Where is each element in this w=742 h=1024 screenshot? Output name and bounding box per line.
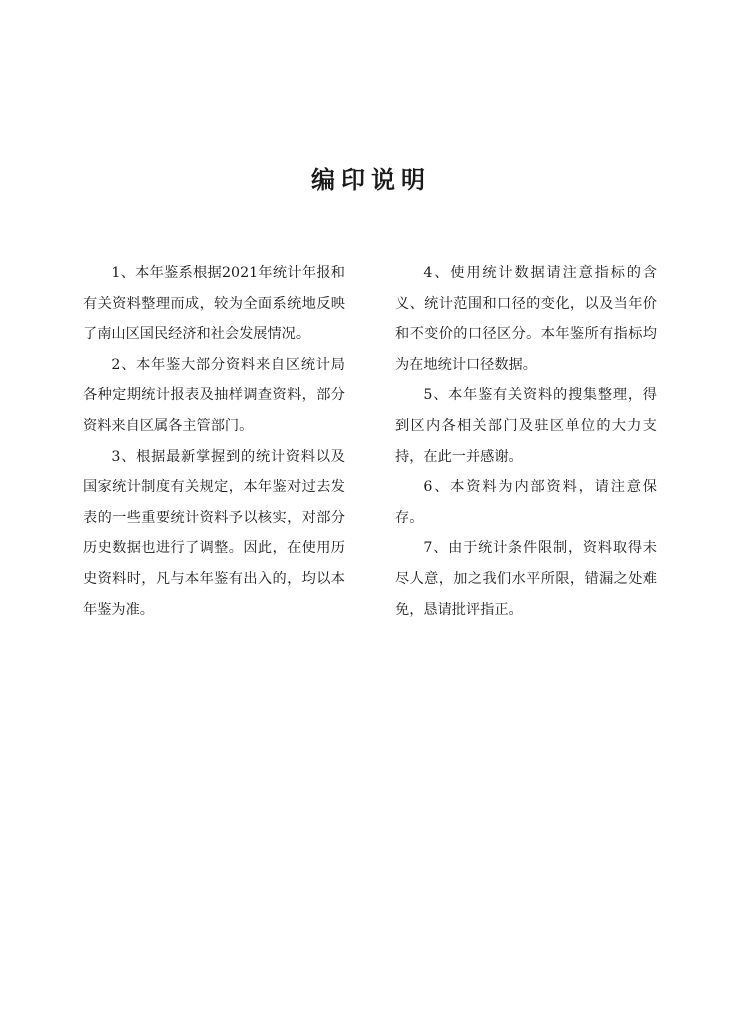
note-paragraph-6: 6、本资料为内部资料，请注意保存。 xyxy=(395,479,657,526)
note-paragraph-7: 7、由于统计条件限制，资料取得未尽人意，加之我们水平所限，错漏之处难免，恳请批评指正。 xyxy=(395,540,657,618)
note-paragraph-3: 3、根据最新掌握到的统计资料以及国家统计制度有关规定，本年鉴对过去发表的一些重要统计资料予以核实，对部分历史数据也进行了调整。因此，在使用历史资料时，凡与本年鉴有出入的，均以本年鉴为准。 xyxy=(83,448,345,618)
note-paragraph-4: 4、使用统计数据请注意指标的含义、统计范围和口径的变化，以及当年价和不变价的口径区分。本年鉴所有指标均为在地统计口径数据。 xyxy=(395,265,657,373)
note-paragraph-1: 1、本年鉴系根据2021年统计年报和有关资料整理而成，较为全面系统地反映了南山区国民经济和社会发展情况。 xyxy=(83,265,345,343)
page-title: 编印说明 xyxy=(311,166,431,194)
right-column xyxy=(395,258,657,625)
left-column xyxy=(83,258,345,625)
note-paragraph-5: 5、本年鉴有关资料的搜集整理，得到区内各相关部门及驻区单位的大力支持，在此一并感谢。 xyxy=(395,387,657,465)
note-paragraph-2: 2、本年鉴大部分资料来自区统计局各种定期统计报表及抽样调查资料，部分资料来自区属各主管部门。 xyxy=(83,356,345,434)
